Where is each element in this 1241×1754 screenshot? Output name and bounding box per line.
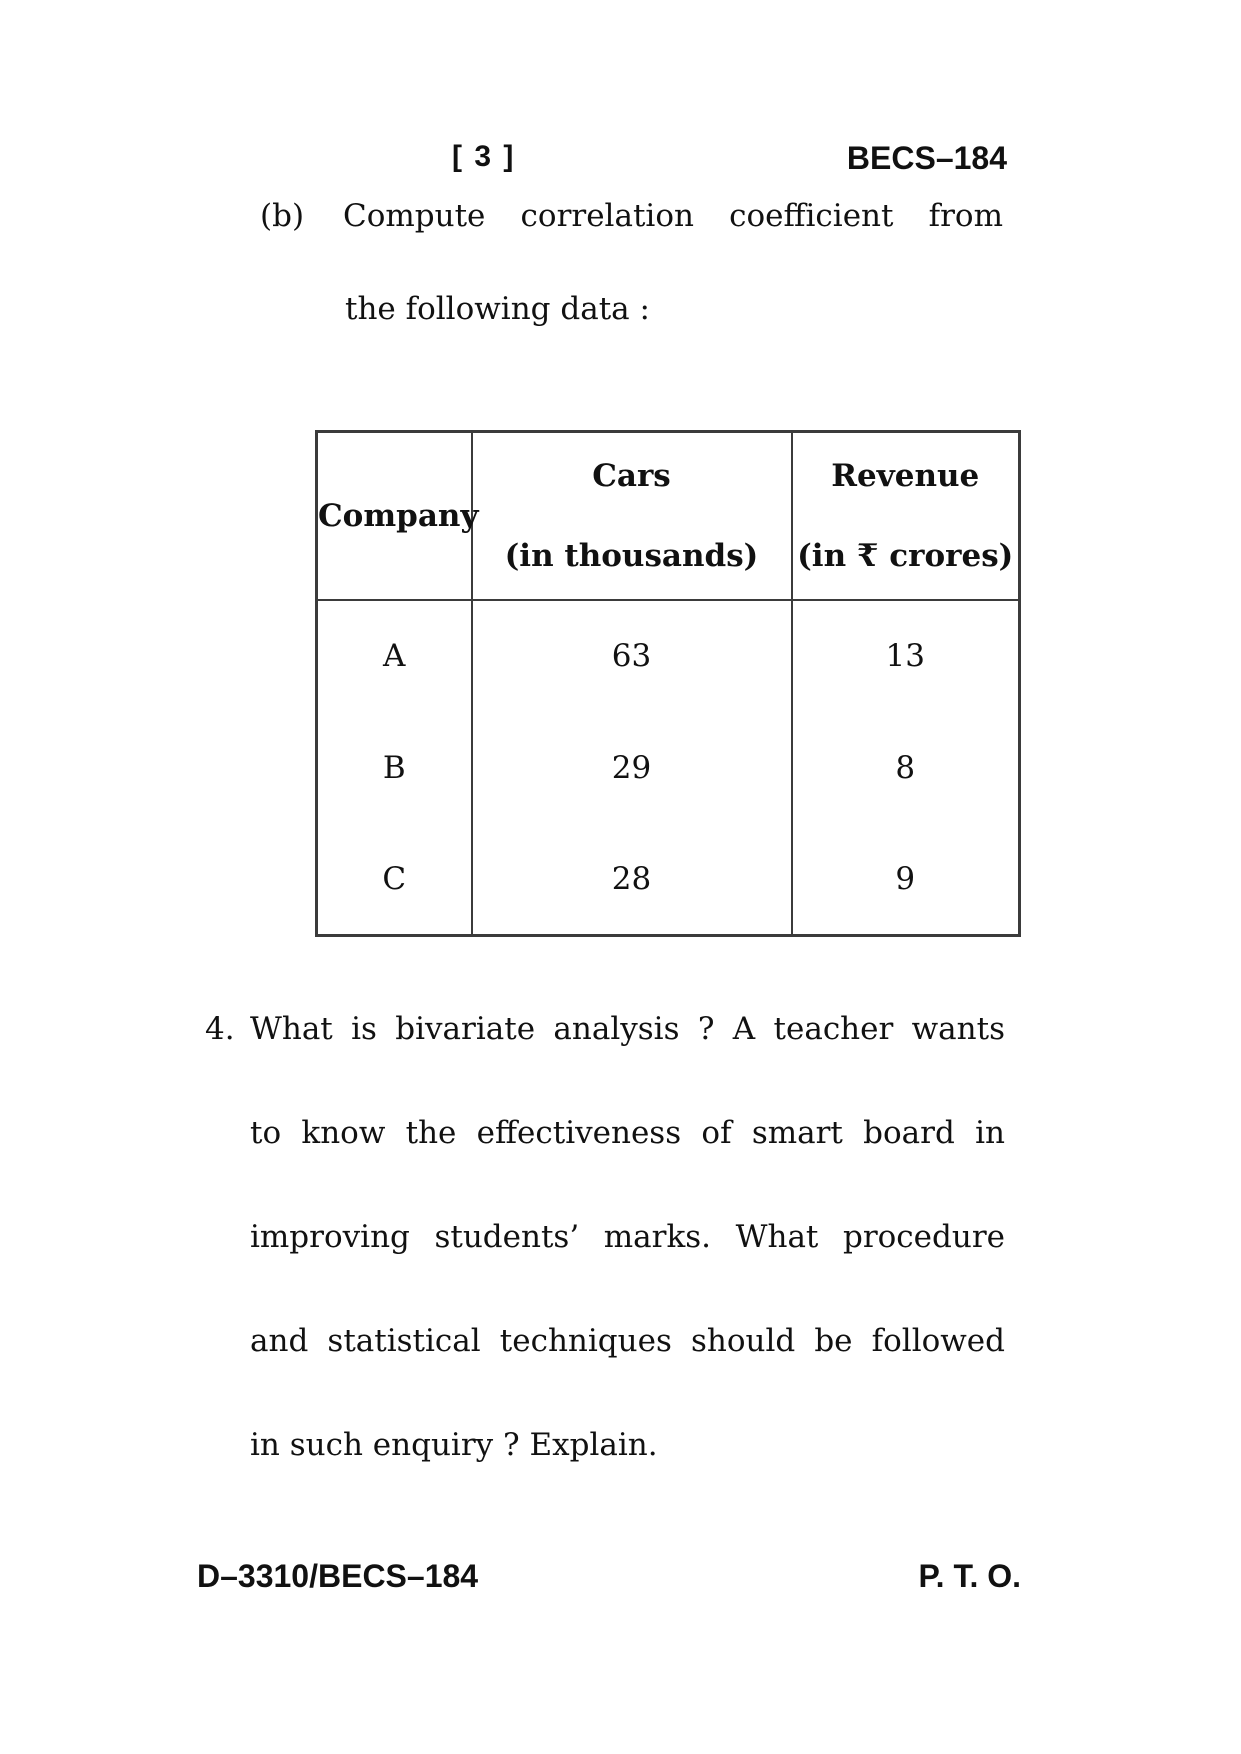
- table-row: [317, 600, 1020, 712]
- paper-code: BECS–184: [846, 140, 1007, 176]
- question-4-line: and statistical techniques should be followed: [250, 1323, 1005, 1359]
- table-header-cars: [472, 432, 792, 600]
- cell-revenue-a: 13: [792, 600, 1020, 712]
- question-4-text: [250, 977, 1005, 1497]
- data-table: [315, 430, 1021, 937]
- cell-cars-b: 29: [472, 712, 792, 824]
- cell-company-a: A: [317, 600, 472, 712]
- question-4-line: What is bivariate analysis ? A teacher wants: [250, 1011, 1005, 1047]
- table-header-row: [317, 432, 1020, 600]
- cell-cars-c: 28: [472, 824, 792, 936]
- question-4-line: in such enquiry ? Explain.: [250, 1427, 658, 1463]
- question-b-text-line1: Compute correlation coefficient from: [343, 198, 1003, 234]
- table-header-revenue-label: Revenue: [831, 457, 980, 494]
- cell-company-c: C: [317, 824, 472, 936]
- footer-document-code: D–3310/BECS–184: [197, 1558, 479, 1594]
- table-header-cars-label: Cars: [592, 457, 671, 494]
- question-b-label: (b): [260, 198, 305, 234]
- page-number: [ 3 ]: [452, 140, 516, 173]
- table-header-cars-unit: (in thousands): [504, 537, 759, 574]
- table-header-company: [317, 432, 479, 600]
- table-header-revenue-unit: (in ₹ crores): [797, 537, 1014, 574]
- table-row: [317, 824, 1020, 936]
- table-header-company-label: Company: [318, 497, 479, 534]
- question-4-line: improving students’ marks. What procedure: [250, 1219, 1005, 1255]
- question-4-line: to know the effectiveness of smart board in: [250, 1115, 1005, 1151]
- cell-revenue-c: 9: [792, 824, 1020, 936]
- question-b-text-line2: the following data :: [345, 291, 650, 327]
- footer-pto: P. T. O.: [918, 1558, 1021, 1594]
- cell-cars-a: 63: [472, 600, 792, 712]
- table-row: [317, 712, 1020, 824]
- question-4-number: 4.: [205, 1011, 235, 1047]
- table-header-revenue: [792, 432, 1020, 600]
- cell-company-b: B: [317, 712, 472, 824]
- cell-revenue-b: 8: [792, 712, 1020, 824]
